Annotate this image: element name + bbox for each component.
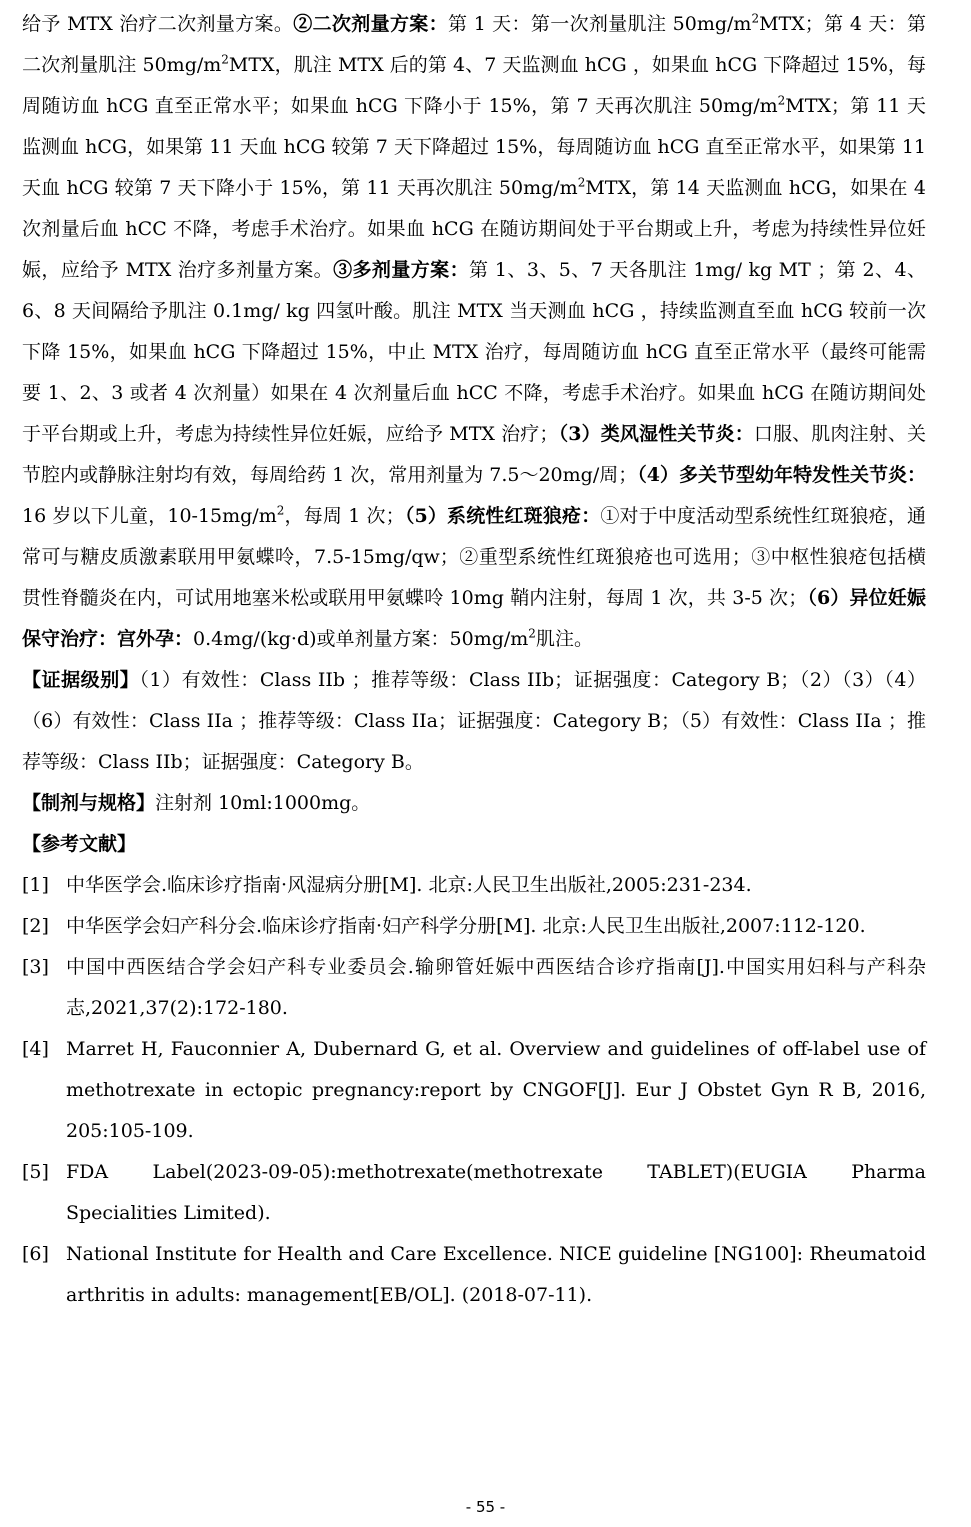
superscript: 2	[276, 503, 285, 518]
reference-text: 中华医学会.临床诊疗指南·风湿病分册[M]. 北京:人民卫生出版社,2005:231-234.	[66, 874, 752, 896]
reference-item	[22, 1152, 926, 1234]
reference-text: FDA Label(2023-09-05):methotrexate(methotrexate TABLET)(EUGIA Pharma Specialities Limited).	[66, 1161, 926, 1224]
heading-lupus: （5）系统性红斑狼疮：	[404, 505, 601, 527]
reference-item	[22, 906, 926, 947]
heading-juvenile-arthritis: （4）多关节型幼年特发性关节炎：	[637, 464, 926, 486]
reference-number: [6]	[22, 1243, 49, 1265]
superscript: 2	[528, 626, 536, 641]
reference-text: 中华医学会妇产科分会.临床诊疗指南·妇产科学分册[M]. 北京:人民卫生出版社,2007:112-120.	[66, 915, 866, 937]
reference-number: [2]	[22, 915, 49, 937]
formulation-section	[22, 783, 926, 824]
reference-item	[22, 865, 926, 906]
reference-text: Marret H, Fauconnier A, Dubernard G, et al. Overview and guidelines of off-label use of methotrexate in ectopic pregnancy:report by CNGOF[J]. Eur J Obstet Gyn R B, 2016, 205:105-109.	[66, 1038, 926, 1142]
reference-number: [5]	[22, 1161, 49, 1183]
sentence-text: MTX，肌注 MTX 后的第 4、7 天监测血 hCG ，如果血 hCG 下降超过 15%，每周随访血 hCG 直至正常水平；如果血 hCG 下降小于 15%，第 7 天再次肌注 50mg/m	[22, 54, 926, 117]
sentence-text: 第 1 天：第一次剂量肌注 50mg/m	[447, 13, 752, 35]
dosage-paragraph	[22, 4, 926, 660]
document-page	[22, 4, 926, 1316]
sentence-text: 16 岁以下儿童，10-15mg/m	[22, 505, 277, 527]
heading-multi-dose-regimen: ③多剂量方案：	[333, 259, 470, 281]
sentence-text: 第 1、3、5、7 天各肌注 1mg/ kg MT ；第 2、4、6、8 天间隔给予肌注 0.1mg/ kg 四氢叶酸。肌注 MTX 当天测血 hCG ，持续监测直至血 hCG 较前一次下降 15%，如果血 hCG 下降超过 15%，中止 MTX 治疗，每周随访血 hCG 直至正常水平（最终可能需要 1、2、3 或者 4 次剂量）如果在 4 次剂量后血 hCC 不降，考虑手术治疗。如果血 hCG 在随访期间处于平台期或上升，考虑为持续性异位妊娠，应给予 MTX 治疗；	[22, 259, 926, 445]
sentence-text: 口服、肌肉注射、关节腔内或静脉注射均有效，每周给药 1 次，常用剂量为 7.5～20mg/周；	[22, 423, 926, 486]
evidence-level-section	[22, 660, 926, 783]
reference-number: [4]	[22, 1038, 49, 1060]
superscript: 2	[751, 11, 760, 26]
reference-item	[22, 947, 926, 1029]
reference-text: 中国中西医结合学会妇产科专业委员会.输卵管妊娠中西医结合诊疗指南[J].中国实用妇科与产科杂志,2021,37(2):172-180.	[66, 956, 926, 1019]
superscript: 2	[577, 175, 586, 190]
heading-rheumatoid-arthritis: （3）类风湿性关节炎：	[558, 423, 754, 445]
superscript: 2	[777, 93, 786, 108]
sentence-text: 0.4mg/(kg·d)或单剂量方案：50mg/m	[193, 628, 529, 650]
page-number: - 55 -	[465, 1498, 506, 1516]
sentence-text: ，每周 1 次；	[284, 505, 405, 527]
heading-two-dose-regimen: ②二次剂量方案：	[293, 13, 448, 35]
superscript: 2	[221, 52, 229, 67]
sentence-text: 肌注。	[535, 628, 593, 650]
sentence-text: MTX；第 11 天监测血 hCG，如果第 11 天血 hCG 较第 7 天下降超过 15%，每周随访血 hCG 直至正常水平，如果第 11 天血 hCG 较第 7 天下降小于 15%，第 11 天再次肌注 50mg/m	[22, 95, 926, 199]
reference-item	[22, 1029, 926, 1152]
references-heading: 【参考文献】	[22, 833, 137, 855]
sentence-text: MTX；第 4 天：第二次剂量肌注 50mg/m	[22, 13, 926, 76]
reference-text: National Institute for Health and Care Excellence. NICE guideline [NG100]: Rheumatoid arthritis in adults: management[EB/OL]. (2018-07-11).	[66, 1243, 926, 1306]
reference-list	[22, 865, 926, 1316]
evidence-level-text: （1）有效性：Class IIb ；推荐等级：Class IIb；证据强度：Category B；（2）（3）（4）（6）有效性：Class IIa ；推荐等级：Class IIa；证据强度：Category B；（5）有效性：Class IIa ；推荐等级：Class IIb；证据强度：Category B。	[22, 669, 926, 773]
reference-number: [3]	[22, 956, 49, 978]
sentence-text: ①对于中度活动型系统性红斑狼疮，通常可与糖皮质激素联用甲氨蝶呤，7.5-15mg/qw；②重型系统性红斑狼疮也可选用；③中枢性狼疮包括横贯性脊髓炎在内，可试用地塞米松或联用甲氨蝶呤 10mg 鞘内注射，每周 1 次，共 3-5 次；	[22, 505, 926, 609]
evidence-level-heading: 【证据级别】	[22, 669, 140, 691]
reference-number: [1]	[22, 874, 49, 896]
heading-ectopic-pregnancy: （6）异位妊娠保守治疗：宫外孕：	[22, 587, 926, 650]
references-section	[22, 824, 926, 865]
reference-item	[22, 1234, 926, 1316]
sentence-text: 给予 MTX 治疗二次剂量方案。	[22, 13, 294, 35]
formulation-text: 注射剂 10ml:1000mg。	[155, 792, 371, 814]
formulation-heading: 【制剂与规格】	[22, 792, 156, 814]
sentence-text: MTX，第 14 天监测血 hCG，如果在 4 次剂量后血 hCC 不降，考虑手术治疗。如果血 hCG 在随访期间处于平台期或上升，考虑为持续性异位妊娠，应给予 MTX 治疗多剂量方案。	[22, 177, 927, 281]
